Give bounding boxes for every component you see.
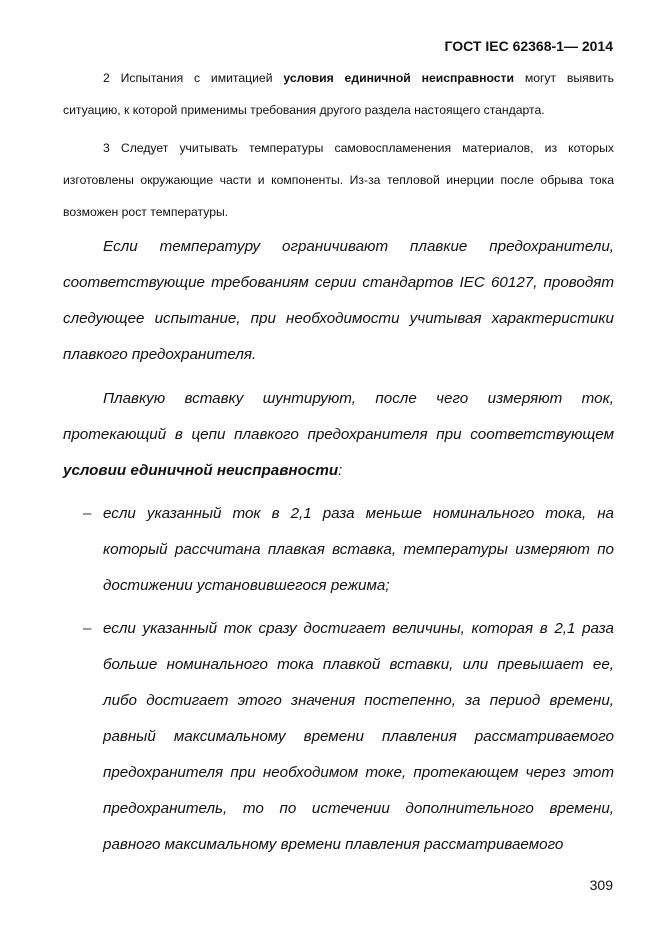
list-item-1-marker: – — [83, 505, 92, 522]
list-item-2: если указанный ток сразу достигает величины, которая в 2,1 раза больше номинального тока плавкой вставки, или превышает ее, либо достигает этого значения постепенно, за период времени, равный максимальному времени плавления рассматриваемого предохранителя при необходимом токе, протекающем через этот предохранитель, то по истечении дополнительного времени, равного максимальному времени плавления рассматриваемого — [103, 620, 614, 853]
page-number: 309 — [589, 877, 613, 893]
paragraph-2-start: Плавкую вставку шунтируют, после чего измеряют ток, протекающий в цепи плавкого предохранителя при соответствующем — [63, 390, 614, 443]
list-item-2-marker: – — [83, 620, 92, 637]
document-header: ГОСТ IEC 62368-1— 2014 — [444, 38, 613, 54]
note-2-end: могут выявить ситуацию, к которой применимы требования другого раздела настоящего стандарта. — [63, 71, 614, 117]
list-item-1: если указанный ток в 2,1 раза меньше номинального тока, на который рассчитана плавкая вставка, температуры измеряют по достижении установившегося режима; — [103, 505, 614, 594]
paragraph-1-text: Если температуру ограничивают плавкие предохранители, соответствующие требованиям серии стандартов IEC 60127, проводят следующее испытание, при необходимости учитывая характеристики плавкого предохранителя. — [63, 238, 614, 363]
note-2 — [63, 62, 614, 126]
paragraph-2 — [63, 381, 614, 489]
note-2-term: условия единичной неисправности — [283, 71, 514, 85]
paragraph-1 — [63, 229, 614, 373]
paragraph-2-end: : — [338, 462, 343, 479]
note-3-text: 3 Следует учитывать температуры самовоспламенения материалов, из которых изготовлены окружающие части и компоненты. Из-за тепловой инерции после обрыва тока возможен рост температуры. — [63, 141, 614, 219]
note-2-start: 2 Испытания с имитацией — [103, 71, 284, 85]
paragraph-2-term: условии единичной неисправности — [63, 462, 339, 479]
note-3 — [63, 132, 614, 228]
